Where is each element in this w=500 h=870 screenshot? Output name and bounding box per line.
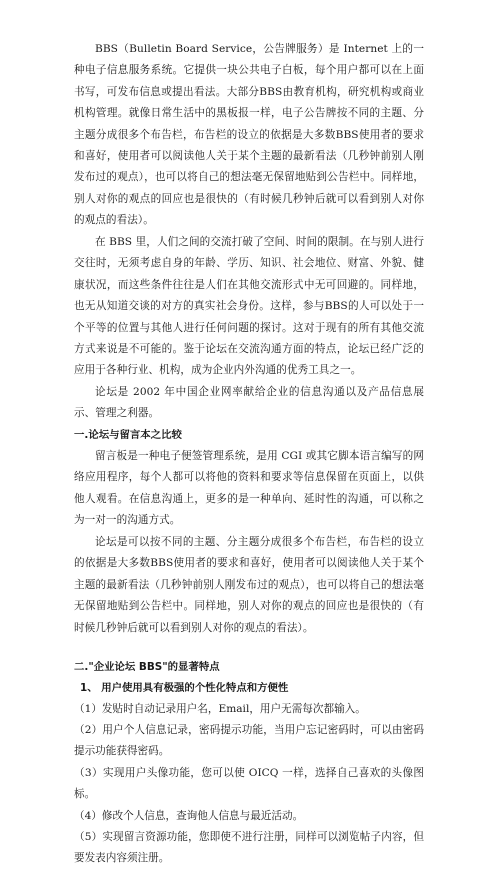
section-1-paragraph-1: 留言板是一种电子便签管理系统，是用 CGI 或其它脚本语言编写的网络应用程序，每个人都可以将他的资料和要求等信息保留在页面上，以供他人观看。在信息沟通上，更多的是一种单向、延时性的沟通，可以称之为一对一的沟通方式。 — [74, 450, 424, 527]
intro-paragraph-3: 论坛是 2002 年中国企业网率献给企业的信息沟通以及产品信息展示、管理之利器。 — [74, 386, 424, 420]
list-item: （2）用户个人信息记录，密码提示功能，当用户忘记密码时，可以由密码提示功能获得密码。 — [74, 724, 424, 758]
intro-paragraph-1: BBS（Bulletin Board Service，公告牌服务）是 Internet 上的一种电子信息服务系统。它提供一块公共电子白板，每个用户都可以在上面书写，可发布信息或提出看法。大部分BBS由教育机构，研究机构或商业机构管理。就像日常生活中的黑板报一样，电子公告牌按不同的主题、分主题分成很多个布告栏，布告栏的设立的依据是大多数BBS使用者的要求和喜好，使用者可以阅读他人关于某个主题的最新看法（几秒钟前别人刚发布过的观点），也可以将自己的想法毫无保留地贴到公告栏中。同样地，别人对你的观点的回应也是很快的（有时候几秒钟后就可以看到别人对你的观点的看法）。 — [74, 43, 424, 227]
list-item: （4）修改个人信息，查询他人信息与最近活动。 — [74, 810, 304, 822]
list-item: （5）实现留言资源功能，您即使不进行注册，同样可以浏览帖子内容，但要发表内容须注册。 — [74, 831, 424, 865]
list-item: （3）实现用户头像功能，您可以使 OICQ 一样，选择自己喜欢的头像图标。 — [74, 767, 424, 801]
section-1-paragraph-2: 论坛是可以按不同的主题、分主题分成很多个布告栏，布告栏的设立的依据是大多数BBS使用者的要求和喜好，使用者可以阅读他人关于某个主题的最新看法（几秒钟前别人刚发布过的观点），也可以将自己的想法毫无保留地贴到公告栏中。同样地，别人对你的观点的回应也是很快的（有时候几秒钟后就可以看到别人对你的观点的看法）。 — [74, 536, 424, 634]
intro-paragraph-2: 在 BBS 里，人们之间的交流打破了空间、时间的限制。在与别人进行交往时，无须考虑自身的年龄、学历、知识、社会地位、财富、外貌、健康状况，而这些条件往往是人们在其他交流形式中无可回避的。同样地，也无从知道交谈的对方的真实社会身份。这样，参与BBS的人可以处于一个平等的位置与其他人进行任何问题的探讨。这对于现有的所有其他交流方式来说是不可能的。鉴于论坛在交流沟通方面的特点，论坛已经广泛的应用于各种行业、机构，成为企业内外沟通的优秀工具之一。 — [74, 236, 424, 377]
list-item: （1）发贴时自动记录用户名，Email，用户无需每次都输入。 — [74, 703, 366, 715]
section-1-heading: 一.论坛与留言本之比较 — [74, 429, 182, 441]
section-2-subheading: 1、 用户使用具有极强的个性化特点和方便性 — [80, 682, 289, 694]
section-2-heading: 二."企业论坛 BBS"的显著特点 — [74, 661, 220, 673]
